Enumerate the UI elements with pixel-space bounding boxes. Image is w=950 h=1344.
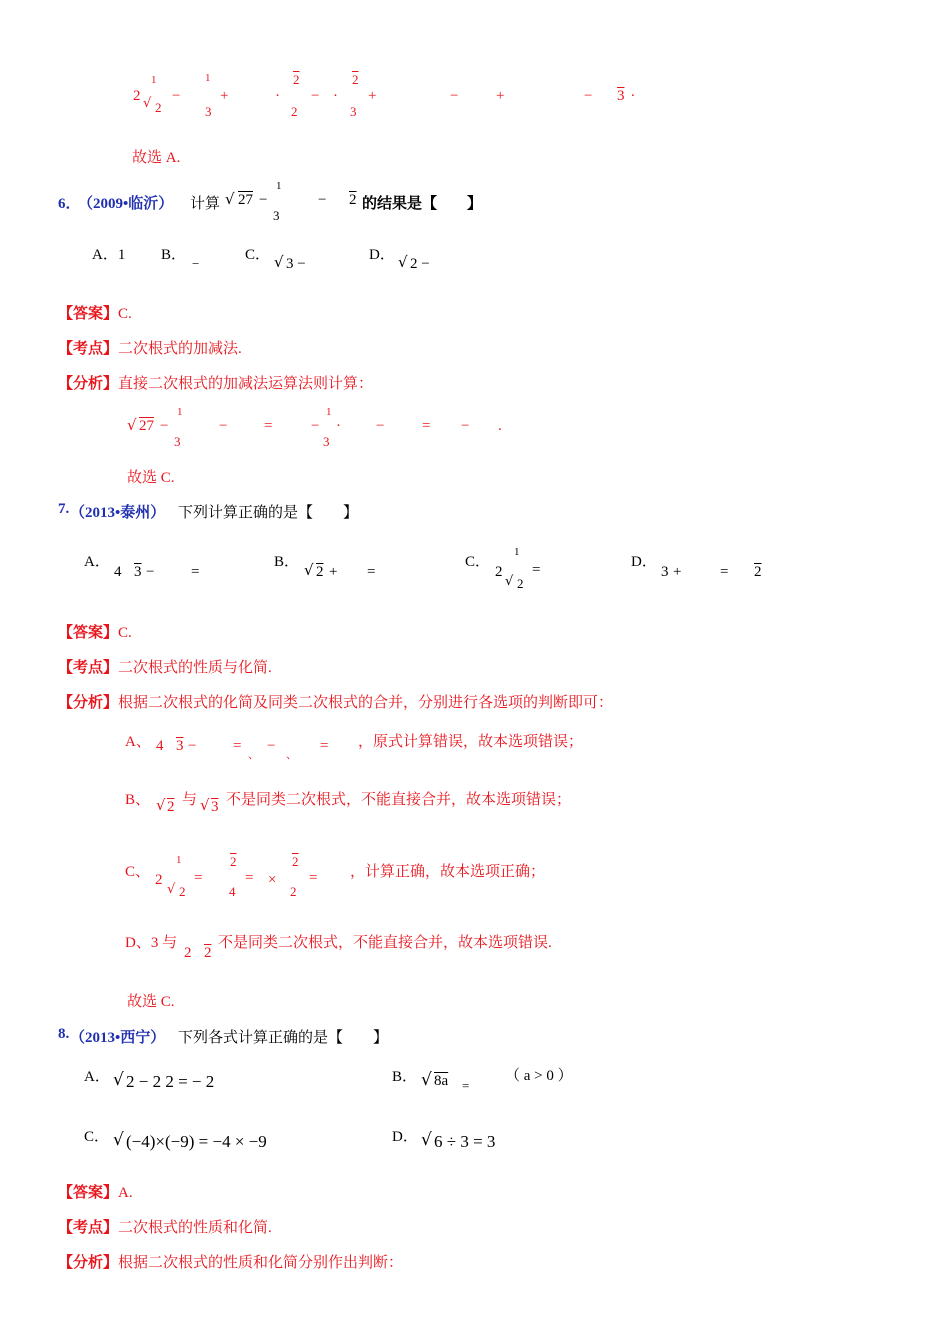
- option-b-condition: （ a > 0 ）: [505, 1068, 573, 1084]
- expr: 2: [155, 872, 163, 888]
- item-label: A、: [125, 734, 151, 750]
- expr: 2: [316, 564, 324, 580]
- q5-conclusion: 故选 A.: [132, 150, 181, 166]
- expr: 2: [230, 854, 237, 869]
- frag: 1: [205, 72, 211, 84]
- frag: −: [584, 88, 593, 104]
- frag: 3: [174, 434, 181, 449]
- expr: 、: [248, 749, 259, 761]
- expr: =: [309, 870, 318, 886]
- radical-sign: √: [200, 796, 210, 814]
- item-text: 不是同类二次根式，不能直接合并，故本选项错误；: [226, 792, 572, 808]
- option-a: A．1: [92, 247, 126, 263]
- expr: =: [532, 562, 541, 578]
- option-d: D．: [369, 247, 395, 263]
- topic-tag: 【考点】: [58, 1220, 119, 1236]
- frag: 2: [293, 72, 300, 87]
- option-c: C．: [245, 247, 271, 263]
- expr: 4: [156, 738, 164, 754]
- expr: 1: [176, 854, 182, 866]
- expr: +: [329, 564, 338, 580]
- frag: −: [376, 418, 385, 434]
- analysis-row: [58, 691, 613, 712]
- frag: =: [422, 418, 431, 434]
- frag: −: [219, 418, 228, 434]
- option-c-expr: 3 −: [286, 256, 306, 272]
- expr: 3: [134, 564, 142, 580]
- expr: 2: [184, 945, 192, 961]
- frag: 2: [352, 72, 359, 87]
- expr: 2: [292, 854, 299, 869]
- expr: =: [320, 738, 329, 754]
- topic-row: [58, 1216, 272, 1237]
- expr: −: [267, 738, 276, 754]
- expr: 2: [290, 884, 297, 899]
- expr: 3: [176, 738, 184, 754]
- frag: 2: [291, 104, 298, 119]
- item-label: C、: [125, 864, 151, 880]
- frag: −: [172, 88, 181, 104]
- expr: 1: [514, 546, 520, 558]
- expr: =: [367, 564, 376, 580]
- item-text: ，计算正确，故本选项正确；: [350, 864, 546, 880]
- analysis-row: [58, 372, 373, 393]
- option-d: D．: [631, 554, 657, 570]
- answer-tag: 【答案】: [58, 625, 119, 641]
- expr: =: [233, 738, 242, 754]
- item-text: 不是同类二次根式，不能直接合并，故本选项错误.: [218, 935, 552, 951]
- frag: +: [220, 88, 229, 104]
- frag: .: [631, 84, 635, 100]
- expr: 2: [179, 884, 186, 899]
- radical-sign: √: [156, 796, 166, 814]
- q6-conclusion: 故选 C.: [127, 470, 175, 486]
- question-source: （2013•西宁）: [70, 1030, 166, 1046]
- option-b: B．: [161, 247, 187, 263]
- expr: 2: [517, 576, 524, 591]
- expr: 3: [273, 208, 280, 223]
- answer-tag: 【答案】: [58, 306, 119, 322]
- frag: 3: [617, 88, 625, 104]
- expr: 2: [349, 192, 357, 208]
- option-a-expr: 2 − 2 2 = − 2: [126, 1072, 215, 1091]
- radical-sign: √: [421, 1070, 432, 1090]
- expr: 2: [204, 945, 212, 961]
- topic-row: [58, 656, 272, 677]
- expr: =: [191, 564, 200, 580]
- option-c: C．: [465, 554, 491, 570]
- frag: −: [461, 418, 470, 434]
- option-a: A．: [84, 554, 110, 570]
- expr: −: [146, 564, 155, 580]
- topic-text: 二次根式的加减法.: [118, 341, 242, 357]
- analysis-tag: 【分析】: [58, 695, 119, 711]
- analysis-tag: 【分析】: [58, 376, 119, 392]
- answer-row: [58, 621, 132, 642]
- question-prompt: 下列计算正确的是【 】: [178, 505, 359, 521]
- analysis-text: 根据二次根式的性质和化简分别作出判断：: [118, 1255, 404, 1271]
- expr: 4: [229, 884, 236, 899]
- expr: 2: [754, 564, 762, 580]
- option-c: C．: [84, 1129, 110, 1145]
- frag: 3: [350, 104, 357, 119]
- frag: 1: [326, 406, 332, 418]
- radical-sign: √: [167, 882, 176, 897]
- expr: 与: [182, 792, 198, 808]
- topic-row: [58, 337, 242, 358]
- radical-sign: √: [113, 1130, 124, 1150]
- item-label: D、3 与: [125, 935, 178, 951]
- option-b-expr: −: [192, 256, 200, 271]
- frag: 2: [133, 88, 141, 104]
- analysis-tag: 【分析】: [58, 1255, 119, 1271]
- topic-text: 二次根式的性质和化简.: [118, 1220, 272, 1236]
- answer-value: C.: [118, 625, 132, 641]
- question-prompt: 计算: [190, 196, 221, 212]
- frag: −: [450, 88, 459, 104]
- frag: +: [496, 88, 505, 104]
- frag: =: [264, 418, 273, 434]
- frag: ·: [275, 88, 280, 104]
- expr: 2: [495, 564, 503, 580]
- expr: −: [188, 738, 197, 754]
- option-b-expr: 8a: [434, 1073, 449, 1089]
- option-b-eq: =: [462, 1078, 470, 1093]
- frag: −: [160, 418, 169, 434]
- expr: ×: [268, 872, 277, 888]
- item-label: B、: [125, 792, 151, 808]
- topic-tag: 【考点】: [58, 341, 119, 357]
- radical-sign: √: [304, 561, 314, 579]
- radical-sign: √: [274, 253, 284, 271]
- expr: 、: [286, 749, 297, 761]
- expr: 4: [114, 564, 122, 580]
- frag: .: [498, 418, 502, 434]
- expr: 2: [167, 799, 175, 815]
- frag: +: [368, 88, 377, 104]
- frag: 3: [205, 104, 212, 119]
- option-d: D．: [392, 1129, 418, 1145]
- radical-sign: √: [398, 253, 408, 271]
- expr: −: [318, 192, 327, 208]
- frag: −: [311, 418, 320, 434]
- radical-sign: √: [127, 416, 137, 434]
- answer-value: A.: [118, 1185, 133, 1201]
- question-prompt: 的结果是【 】: [362, 196, 483, 212]
- analysis-row: [58, 1251, 403, 1272]
- frag: ·: [333, 88, 338, 104]
- option-d-expr: 2 −: [410, 256, 430, 272]
- item-text: ，原式计算错误，故本选项错误；: [358, 734, 584, 750]
- answer-row: [58, 302, 132, 323]
- radical-sign: √: [113, 1070, 124, 1090]
- answer-value: C.: [118, 306, 132, 322]
- frag: 27: [139, 418, 154, 434]
- expr: =: [720, 564, 729, 580]
- expr: 3: [211, 799, 219, 815]
- question-number: 6．: [58, 196, 81, 212]
- frag: ·: [336, 418, 341, 434]
- answer-row: [58, 1181, 133, 1202]
- expr: 3: [661, 564, 669, 580]
- answer-tag: 【答案】: [58, 1185, 119, 1201]
- option-b: B．: [392, 1069, 418, 1085]
- question-number: 8.: [58, 1026, 70, 1042]
- radical-sign: √: [143, 96, 152, 111]
- expr: −: [259, 192, 268, 208]
- radical-sign: √: [225, 190, 235, 208]
- question-prompt: 下列各式计算正确的是【 】: [178, 1030, 389, 1046]
- radical-sign: √: [505, 574, 514, 589]
- frag: −: [311, 88, 320, 104]
- analysis-text: 直接二次根式的加减法运算法则计算：: [118, 376, 374, 392]
- expr: +: [673, 564, 682, 580]
- topic-text: 二次根式的性质与化简.: [118, 660, 272, 676]
- frag: 1: [151, 74, 157, 86]
- question-source: （2013•泰州）: [70, 505, 166, 521]
- option-c-expr: (−4)×(−9) = −4 × −9: [126, 1132, 267, 1151]
- analysis-text: 根据二次根式的化简及同类二次根式的合并，分别进行各选项的判断即可：: [118, 695, 614, 711]
- expr: 1: [276, 180, 282, 192]
- expr: =: [245, 870, 254, 886]
- expr: 27: [238, 192, 253, 208]
- question-number: 7.: [58, 501, 70, 517]
- option-a: A．: [84, 1069, 110, 1085]
- topic-tag: 【考点】: [58, 660, 119, 676]
- frag: 2: [155, 100, 162, 115]
- option-b: B．: [274, 554, 300, 570]
- expr: =: [194, 870, 203, 886]
- radical-sign: √: [421, 1130, 432, 1150]
- option-d-expr: 6 ÷ 3 = 3: [434, 1132, 496, 1151]
- frag: 3: [323, 434, 330, 449]
- frag: 1: [177, 406, 183, 418]
- q7-conclusion: 故选 C.: [127, 994, 175, 1010]
- question-source: （2009•临沂）: [78, 196, 174, 212]
